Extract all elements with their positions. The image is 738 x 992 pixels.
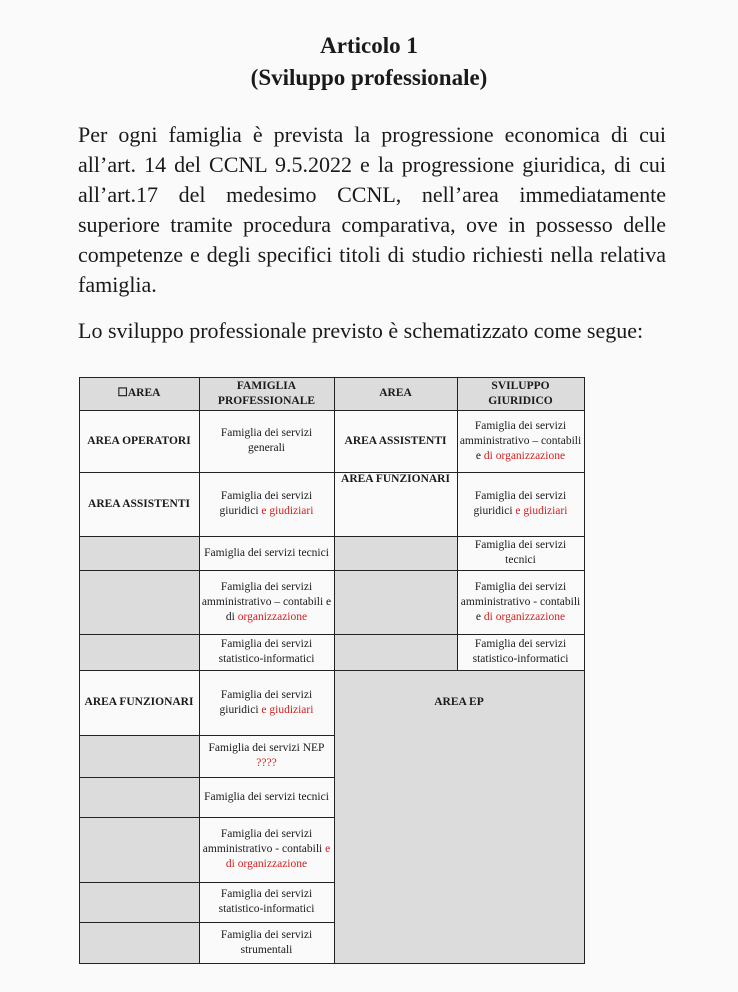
row-area2-cell: AREA ASSISTENTI xyxy=(344,434,447,447)
cell-text-part: Famiglia dei servizi statistico-informatici xyxy=(218,638,315,665)
table-header-cell: FAMIGLIA PROFESSIONALE xyxy=(199,377,334,410)
cell-text-part: Famiglia dei servizi statistico-informatici xyxy=(218,888,315,915)
row-area-cell xyxy=(79,882,199,922)
cell-text-part: Famiglia dei servizi amministrativo - contabili xyxy=(202,828,326,855)
table-rule xyxy=(334,670,584,671)
row-famiglia-cell xyxy=(199,922,334,963)
row-area-cell xyxy=(79,536,199,570)
table-rule xyxy=(334,536,584,537)
row-sviluppo-cell xyxy=(457,472,584,536)
row-famiglia-cell xyxy=(199,817,334,882)
table-header-cell: AREA xyxy=(334,377,457,410)
row-sviluppo-cell xyxy=(457,410,584,472)
table-rule xyxy=(79,735,334,736)
table-rule xyxy=(457,377,458,670)
row-sviluppo-cell xyxy=(457,536,584,570)
cell-text-part: Famiglia dei servizi amministrativo – contabili e di xyxy=(201,580,332,623)
cell-text-part: di organizzazione xyxy=(483,449,566,462)
cell-text-part: Famiglia dei servizi giuridici xyxy=(219,490,313,517)
row-famiglia-cell xyxy=(199,777,334,817)
article-subtitle: (Sviluppo professionale) xyxy=(250,65,488,90)
row-area-cell: AREA FUNZIONARI xyxy=(84,696,194,708)
table-rule xyxy=(79,536,334,537)
cell-text-part: e giudiziari xyxy=(261,505,314,517)
cell-text-part: Famiglia dei servizi tecnici xyxy=(204,546,329,559)
table-rule xyxy=(334,634,584,635)
row-area-cell xyxy=(79,735,199,777)
row-famiglia-cell xyxy=(199,536,334,570)
table-rule xyxy=(79,377,584,378)
table-header-cell: ☐AREA xyxy=(79,377,199,410)
row-sviluppo-cell xyxy=(457,570,584,634)
row-sviluppo-cell xyxy=(457,634,584,670)
table-rule xyxy=(79,410,334,411)
cell-text-part: Famiglia dei servizi NEP xyxy=(208,742,325,754)
cell-text-part: organizzazione xyxy=(237,610,308,623)
area-ep-label: AREA EP xyxy=(434,696,484,708)
cell-text-part: Famiglia dei servizi generali xyxy=(220,427,313,454)
row-famiglia-cell xyxy=(199,882,334,922)
table-rule xyxy=(334,410,584,411)
cell-text-part: e giudiziari xyxy=(515,505,568,517)
table-rule xyxy=(79,963,584,964)
table-rule xyxy=(79,777,334,778)
row-famiglia-cell xyxy=(199,570,334,634)
row-famiglia-cell xyxy=(199,634,334,670)
row-area-cell xyxy=(79,817,199,882)
row-area2-cell xyxy=(334,570,457,634)
cell-text-part: e giudiziari xyxy=(261,703,314,716)
table-rule xyxy=(79,817,334,818)
row-area2-cell xyxy=(334,536,457,570)
cell-text-part: Famiglia dei servizi giuridici xyxy=(473,490,567,517)
intro-paragraph: Per ogni famiglia è prevista la progressione economica di cui all’art. 14 del CCNL 9.5.2022 e la progressione giuridica, di cui all’art.17 del medesimo CCNL, nell’area immediatamente superiore tramite procedura comparativa, ove in possesso delle competenze e degli specifici titoli di studio richiesti nella relativa famiglia. xyxy=(78,122,666,297)
table-rule xyxy=(79,882,334,883)
row-area-cell xyxy=(79,777,199,817)
table-rule xyxy=(584,377,585,964)
cell-text-part: Famiglia dei servizi strumentali xyxy=(220,928,313,956)
row-area2-cell xyxy=(334,634,457,670)
schema-paragraph: Lo sviluppo professionale previsto è schematizzato come segue: xyxy=(78,318,644,343)
row-famiglia-cell xyxy=(199,410,334,472)
cell-text-part: Famiglia dei servizi amministrativo - contabili e xyxy=(460,580,581,623)
row-area2-cell: AREA FUNZIONARI xyxy=(341,473,450,485)
table-rule xyxy=(79,670,334,671)
cell-text-part: e di organizzazione xyxy=(225,843,331,870)
row-area-cell xyxy=(79,922,199,963)
table-rule xyxy=(79,634,334,635)
cell-text-part: ???? xyxy=(256,757,277,769)
row-famiglia-cell xyxy=(199,472,334,536)
table-rule xyxy=(79,570,334,571)
row-area-cell: AREA ASSISTENTI xyxy=(88,497,190,510)
table-rule xyxy=(79,922,334,923)
row-famiglia-cell xyxy=(199,735,334,777)
row-area-cell: AREA OPERATORI xyxy=(87,434,191,447)
row-famiglia-cell xyxy=(199,670,334,735)
table-rule xyxy=(334,472,584,473)
cell-text-part: Famiglia dei servizi amministrativo – contabili e xyxy=(459,419,582,462)
cell-text-part: Famiglia dei servizi statistico-informatici xyxy=(472,638,569,665)
row-area-cell xyxy=(79,570,199,634)
table-header-cell: SVILUPPO GIURIDICO xyxy=(457,377,584,410)
table-rule xyxy=(79,472,334,473)
cell-text-part: Famiglia dei servizi tecnici xyxy=(474,539,567,566)
cell-text-part: Famiglia dei servizi tecnici xyxy=(204,790,329,803)
table-rule xyxy=(334,570,584,571)
row-area-cell xyxy=(79,634,199,670)
cell-text-part: di organizzazione xyxy=(483,610,566,623)
cell-text-part: Famiglia dei servizi giuridici xyxy=(219,688,313,716)
article-title: Articolo 1 xyxy=(320,33,418,58)
